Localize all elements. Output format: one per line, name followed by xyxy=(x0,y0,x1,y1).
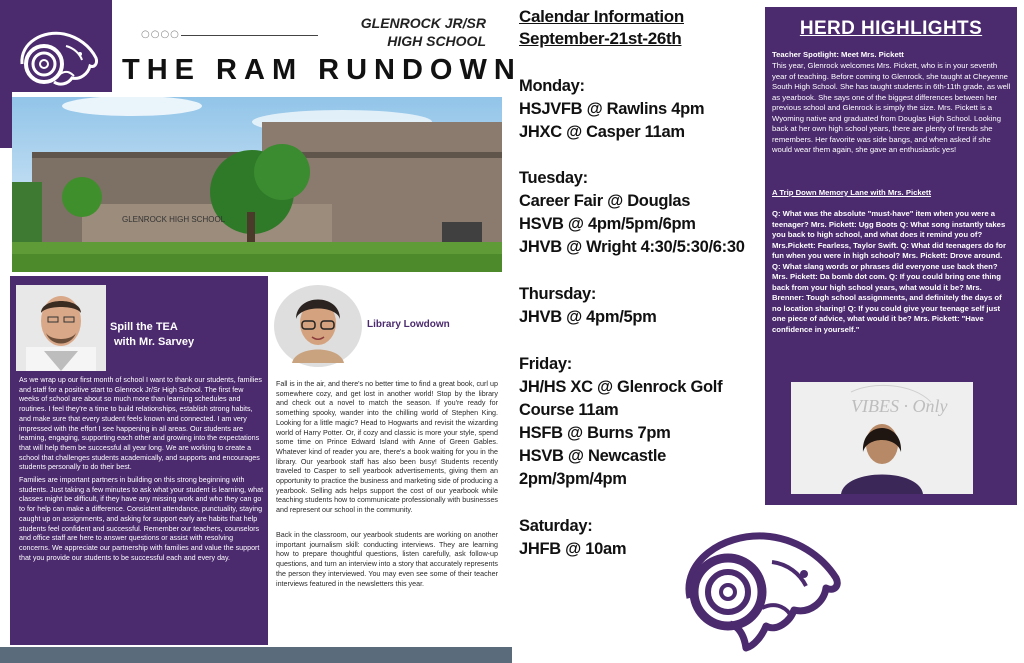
calendar-event: HSVB @ 4pm/5pm/6pm xyxy=(519,215,696,233)
building-sign: GLENROCK HIGH SCHOOL xyxy=(122,215,226,224)
teacher-spotlight-title: Teacher Spotlight: Meet Mrs. Pickett xyxy=(772,50,904,59)
principal-portrait-photo xyxy=(16,285,106,371)
calendar-event: JHXC @ Casper 11am xyxy=(519,123,685,141)
newsletter-title: THE RAM RUNDOWN xyxy=(122,54,522,86)
sarvey-paragraph-1: As we wrap up our first month of school I want to thank our students, families and staff for a positive start to Glenrock Jr/Sr High School. The first few weeks of school are about so much more than learning schedules and routines. I feel they're a time to build relationships, establish strong habits, and make sure that every student feels known and connected. I am very impressed with the effort I see happening in all areas. Our students are learning, engaging, supporting each other and growing into the expectations that will help them be successful all year long. We are working to create a school that challenges students academically, and supports and encourages students personally to do their best. xyxy=(19,376,262,472)
school-name xyxy=(330,14,486,50)
calendar-event: JHVB @ 4pm/5pm xyxy=(519,308,657,326)
calendar-event: Course 11am xyxy=(519,401,619,419)
calendar-event: JHVB @ Wright 4:30/5:30/6:30 xyxy=(519,238,745,256)
decorative-dots: ○○○○ xyxy=(141,29,180,40)
school-name-line1: GLENROCK JR/SR xyxy=(360,15,486,31)
library-heading: Library Lowdown xyxy=(367,319,450,330)
school-name-line2: HIGH SCHOOL xyxy=(387,33,486,49)
teacher-spotlight-body: This year, Glenrock welcomes Mrs. Pickett, who is in your seventh year of teaching. Before coming to Glenrock, she taught at Cheyenne South High School. She has taught students in 6th-11th grade, as well as yearbook. She says one of the biggest differences between her previous school and Glenrock is simply the size. Mrs. Pickett is a Wyoming native and graduated from Douglas High School. Looking back at her own high school years, there are plenty of trends she remembers. Her favorite was side bangs, and when asked if she would wear them again, she gave an enthusiastic yes! xyxy=(772,61,1011,154)
sarvey-paragraph-2: Families are important partners in building on this strong beginning with students. Just taking a few minutes to ask what your student is learning, what classes might be difficult, if they have any missing work and who they can go to for help can make a difference. Consistent attendance, punctuality, staying caught up on assignments, and asking for support early are habits that help students feel confident and successful. Remember our teachers, counselors and office staff are here to answer questions or assist with resolving concerns. We appreciate our partnership with families and value the support that you provide our students to be successful each and every day. xyxy=(19,476,264,562)
calendar-day-label: Thursday: xyxy=(519,285,597,303)
library-paragraph-2: Back in the classroom, our yearbook students are working on another important journalism skill: conducting interviews. They are learning how to prepare thoughtful questions, listen carefully, ask follow-up questions, and turn an interview into a story that accurately represents the person they interviewed. You may even see some of their teacher interviews featured in the newsletters this year. xyxy=(276,531,498,588)
calendar-event: HSJVFB @ Rawlins 4pm xyxy=(519,100,705,118)
calendar-event: 2pm/3pm/4pm xyxy=(519,470,627,488)
header-rule xyxy=(181,35,318,36)
calendar-day-label: Monday: xyxy=(519,77,585,95)
calendar-event: HSFB @ Burns 7pm xyxy=(519,424,671,442)
calendar-heading-line1: Calendar Information xyxy=(519,7,684,26)
ram-logo-icon xyxy=(14,24,100,94)
sarvey-heading-line2: with Mr. Sarvey xyxy=(114,336,195,348)
ram-mascot-icon xyxy=(676,522,842,652)
memory-lane-qa: Q: What was the absolute "must-have" item when you were a teenager? Mrs. Pickett: Ugg Boots Q: What song instantly takes you back to high school, and what does it remind you of? Mrs.Pickett: Fearless, Taylor Swift. Q: What did teenagers do for fun when you were in high school? Mrs. Pickett: Drove around. Q: What slang words or phrases did everyone use back then? Mrs. Pickett: Da bomb dot com. Q: If you could bring one thing back from your high school years, what would it be? Mrs. Brenner: Tough school assignments, and definitely the days of no location sharing! Q: If you could give your teenage self just one piece of advice, what would it be? Mrs. Pickett: "Have confidence in yourself." xyxy=(772,209,1006,334)
calendar-event: HSVB @ Newcastle xyxy=(519,447,667,465)
calendar-heading-line2: September-21st-26th xyxy=(519,29,682,48)
calendar-day-label: Tuesday: xyxy=(519,169,588,187)
librarian-portrait-photo xyxy=(274,285,362,367)
calendar-event: JH/HS XC @ Glenrock Golf xyxy=(519,378,723,396)
calendar-day-label: Saturday: xyxy=(519,517,593,535)
herd-highlights-title: HERD HIGHLIGHTS xyxy=(799,18,983,39)
sarvey-heading xyxy=(110,320,260,350)
calendar-event: JHFB @ 10am xyxy=(519,540,627,558)
school-building-photo xyxy=(12,92,502,272)
library-paragraph-1: Fall is in the air, and there's no better time to find a great book, curl up somewhere cozy, and get lost in another world! Stop by the library and check out a novel to match the season. If you're ready for something spooky, wander into the chilling world of Stephen King. Looking for a little magic? Head to Hogwarts and revisit the wizarding world of Harry Potter. Or, if cozy and classic is more your style, spend some time on Prince Edward Island with Anne of Green Gables. Whatever kind of reader you are, there's a book waiting for you in the library. Our yearbook staff has also been busy! Students recently traveled to Casper to sell yearbook advertisements, giving them an opportunity to practice the business and marketing side of producing a yearbook. Selling ads helps support the cost of our yearbook while teaching students how to communicate professionally with businesses and represent our school in the community. xyxy=(276,380,498,515)
teacher-photo xyxy=(791,382,973,494)
sarvey-heading-line1: Spill the TEA xyxy=(110,321,178,333)
footer-strip xyxy=(0,647,512,663)
calendar-day-label: Friday: xyxy=(519,355,572,373)
photo-wall-sign: VIBES · Only xyxy=(851,396,948,416)
calendar-heading xyxy=(519,6,684,50)
calendar-event: Career Fair @ Douglas xyxy=(519,192,691,210)
memory-lane-title: A Trip Down Memory Lane with Mrs. Pickett xyxy=(772,188,932,197)
